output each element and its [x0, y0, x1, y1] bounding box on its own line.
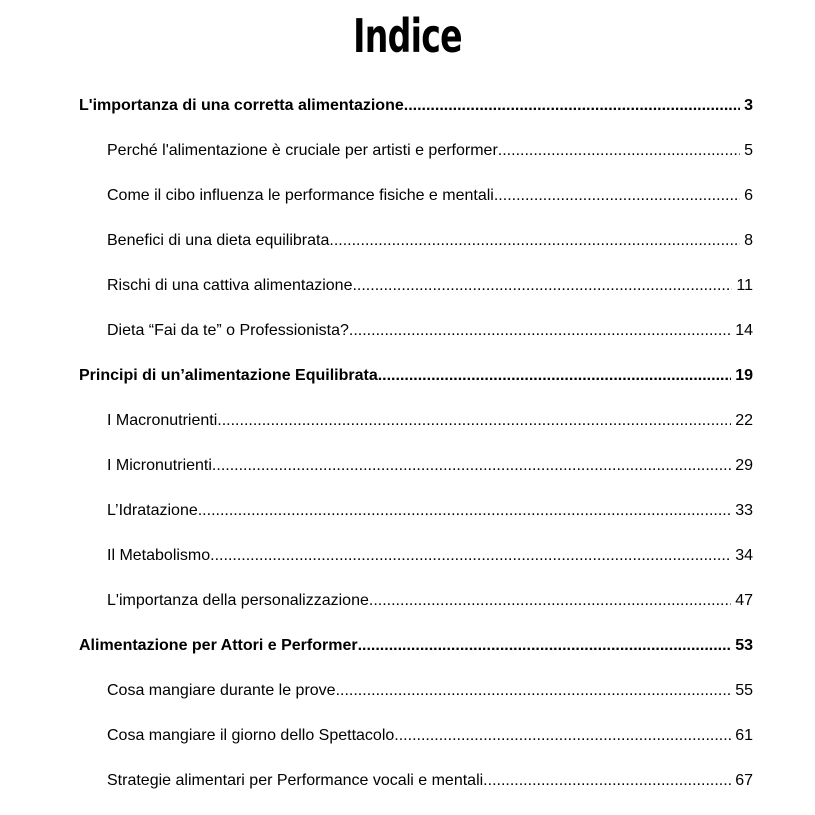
toc-entry[interactable] — [79, 681, 753, 726]
toc-entry-label: Benefici di una dieta equilibrata — [107, 232, 330, 249]
toc-entry-label: I Micronutrienti — [107, 457, 212, 474]
toc-entry-page-number: 61 — [735, 727, 753, 744]
toc-entry[interactable] — [79, 771, 753, 815]
dot-leader — [378, 366, 731, 386]
toc-entry-label: Come il cibo influenza le performance fisiche e mentali — [107, 187, 494, 204]
toc-entry-page-number: 55 — [735, 682, 753, 699]
toc-entry-page-number: 33 — [735, 502, 753, 519]
dot-leader — [369, 591, 731, 611]
toc-entry[interactable] — [79, 366, 753, 411]
dot-leader — [336, 681, 732, 701]
toc-entry[interactable] — [79, 636, 753, 681]
toc-entry-page-number: 67 — [735, 772, 753, 789]
toc-entry-page-number: 11 — [736, 277, 753, 294]
toc-entry[interactable] — [79, 96, 753, 141]
toc-entry[interactable] — [79, 591, 753, 636]
toc-entry-page-number: 47 — [735, 592, 753, 609]
toc-entry-page-number: 29 — [735, 457, 753, 474]
toc-entry[interactable] — [79, 546, 753, 591]
toc-entry-label: Principi di un’alimentazione Equilibrata — [79, 367, 378, 384]
toc-entry-label: L’Idratazione — [107, 502, 198, 519]
toc-entry-label: Cosa mangiare il giorno dello Spettacolo — [107, 727, 395, 744]
toc-entry[interactable] — [79, 726, 753, 771]
dot-leader — [483, 771, 731, 791]
toc-entry-page-number: 5 — [744, 142, 753, 159]
toc-entry-page-number: 19 — [735, 367, 753, 384]
toc-entry-label: L'importanza di una corretta alimentazione — [79, 97, 404, 114]
toc-entry[interactable] — [79, 321, 753, 366]
dot-leader — [352, 276, 732, 296]
toc-entry[interactable] — [79, 501, 753, 546]
toc-entry-page-number: 3 — [744, 97, 753, 114]
toc-entry[interactable] — [79, 231, 753, 276]
page-title: Indice — [353, 9, 462, 63]
toc-entry[interactable] — [79, 411, 753, 456]
dot-leader — [198, 501, 731, 521]
toc-entry[interactable] — [79, 456, 753, 501]
toc-entry-page-number: 53 — [735, 637, 753, 654]
toc-entry-label: Strategie alimentari per Performance vocali e mentali — [107, 772, 484, 789]
dot-leader — [498, 141, 740, 161]
toc-entry-label: I Macronutrienti — [107, 412, 218, 429]
title-area — [0, 9, 815, 63]
dot-leader — [349, 321, 731, 341]
toc-entry-label: L'importanza della personalizzazione — [107, 592, 369, 609]
toc-entry-label: Cosa mangiare durante le prove — [107, 682, 336, 699]
dot-leader — [210, 546, 731, 566]
toc-entry-page-number: 6 — [744, 187, 753, 204]
toc-entry[interactable] — [79, 141, 753, 186]
toc-entry-page-number: 22 — [735, 412, 753, 429]
toc-list — [79, 96, 753, 815]
toc-entry-label: Alimentazione per Attori e Performer — [79, 637, 358, 654]
toc-entry-label: Rischi di una cattiva alimentazione — [107, 277, 353, 294]
toc-entry[interactable] — [79, 186, 753, 231]
toc-entry-page-number: 14 — [735, 322, 753, 339]
dot-leader — [494, 186, 740, 206]
dot-leader — [212, 456, 731, 476]
toc-entry-page-number: 34 — [735, 547, 753, 564]
dot-leader — [404, 96, 740, 116]
toc-entry-label: Perché l'alimentazione è cruciale per artisti e performer — [107, 142, 498, 159]
toc-entry-label: Il Metabolismo — [107, 547, 211, 564]
dot-leader — [329, 231, 740, 251]
toc-entry-label: Dieta “Fai da te” o Professionista? — [107, 322, 349, 339]
toc-entry-page-number: 8 — [744, 232, 753, 249]
dot-leader — [217, 411, 731, 431]
dot-leader — [358, 636, 732, 656]
toc-entry[interactable] — [79, 276, 753, 321]
dot-leader — [394, 726, 731, 746]
